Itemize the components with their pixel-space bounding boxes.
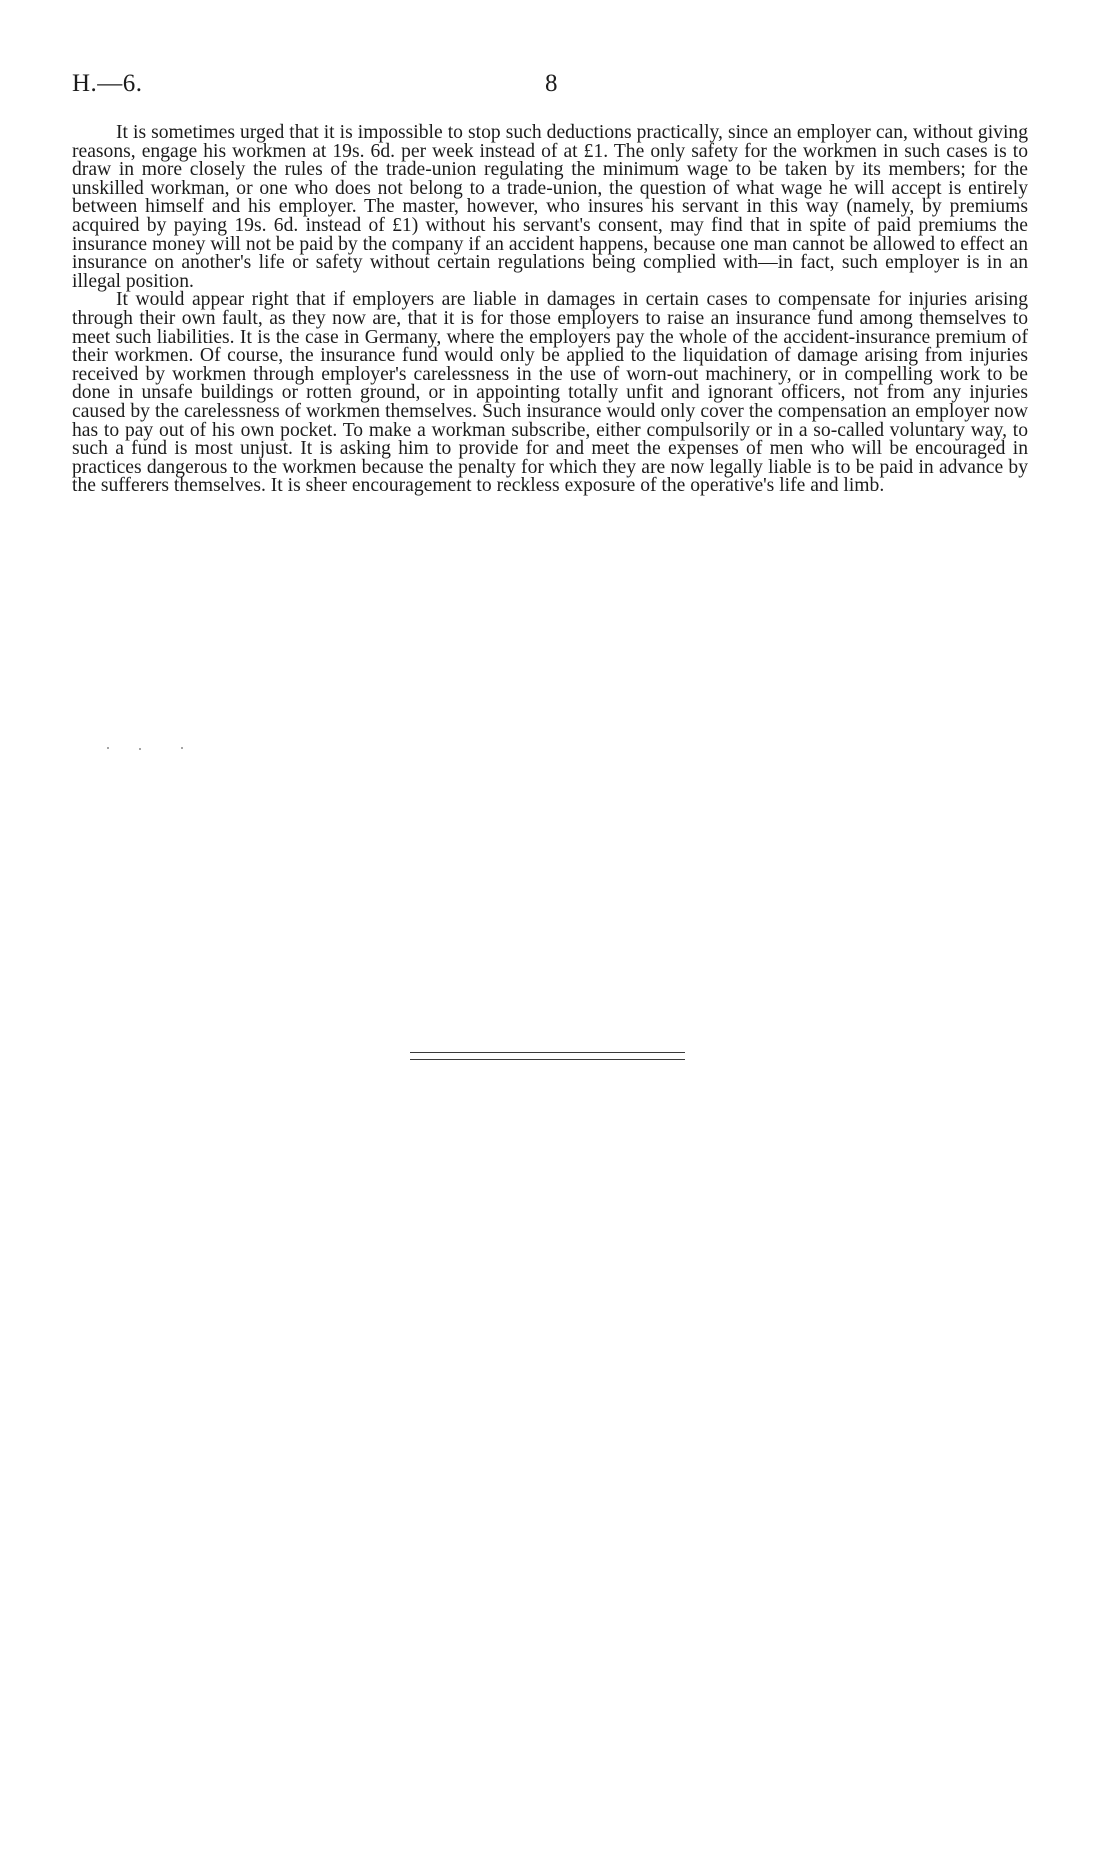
scan-speck: [107, 747, 109, 749]
end-rule: [410, 1052, 685, 1060]
body-text: [72, 124, 1028, 496]
paragraph: It would appear right that if employers are liable in damages in certain cases to compensate for injuries arising through their own fault, as they now are, that it is for those employers to raise an insurance fund among themselves to meet such liabilities. It is the case in Germany, where the employers pay the whole of the accident-insurance premium of their workmen. Of course, the insurance fund would only be applied to the liquidation of damage arising from injuries received by workmen through employer's carelessness in the use of worn-out machinery, or in compelling work to be done in unsafe buildings or rotten ground, or in appointing totally unfit and ignorant officers, not from any injuries caused by the carelessness of workmen themselves. Such insurance would only cover the compensation an employer now has to pay out of his own pocket. To make a workman subscribe, either compulsorily or in a so-called voluntary way, to such a fund is most unjust. It is asking him to provide for and meet the expenses of men who will be encouraged in practices dangerous to the workmen because the penalty for which they are now legally liable is to be paid in advance by the sufferers themselves. It is sheer encouragement to reckless exposure of the operative's life and limb.: [72, 289, 1028, 497]
scan-speck: [181, 747, 183, 749]
scan-speck: [139, 748, 141, 750]
paragraph: It is sometimes urged that it is impossible to stop such deductions practically, since an employer can, without giving reasons, engage his workmen at 19s. 6d. per week instead of at £1. The only safety for the workmen in such cases is to draw in more closely the rules of the trade-union regulating the minimum wage to be taken by its members; for the unskilled workman, or one who does not belong to a trade-union, the question of what wage he will accept is entirely between himself and his employer. The master, however, who insures his servant in this way (namely, by premiums acquired by paying 19s. 6d. instead of £1) without his servant's consent, may find that in spite of paid premiums the insurance money will not be paid by the company if an accident happens, because one man cannot be allowed to effect an insurance on another's life or safety without certain regulations being complied with—in fact, such employer is in an illegal position.: [72, 122, 1028, 292]
page-number: 8: [545, 70, 558, 97]
document-reference: H.—6.: [72, 70, 143, 97]
